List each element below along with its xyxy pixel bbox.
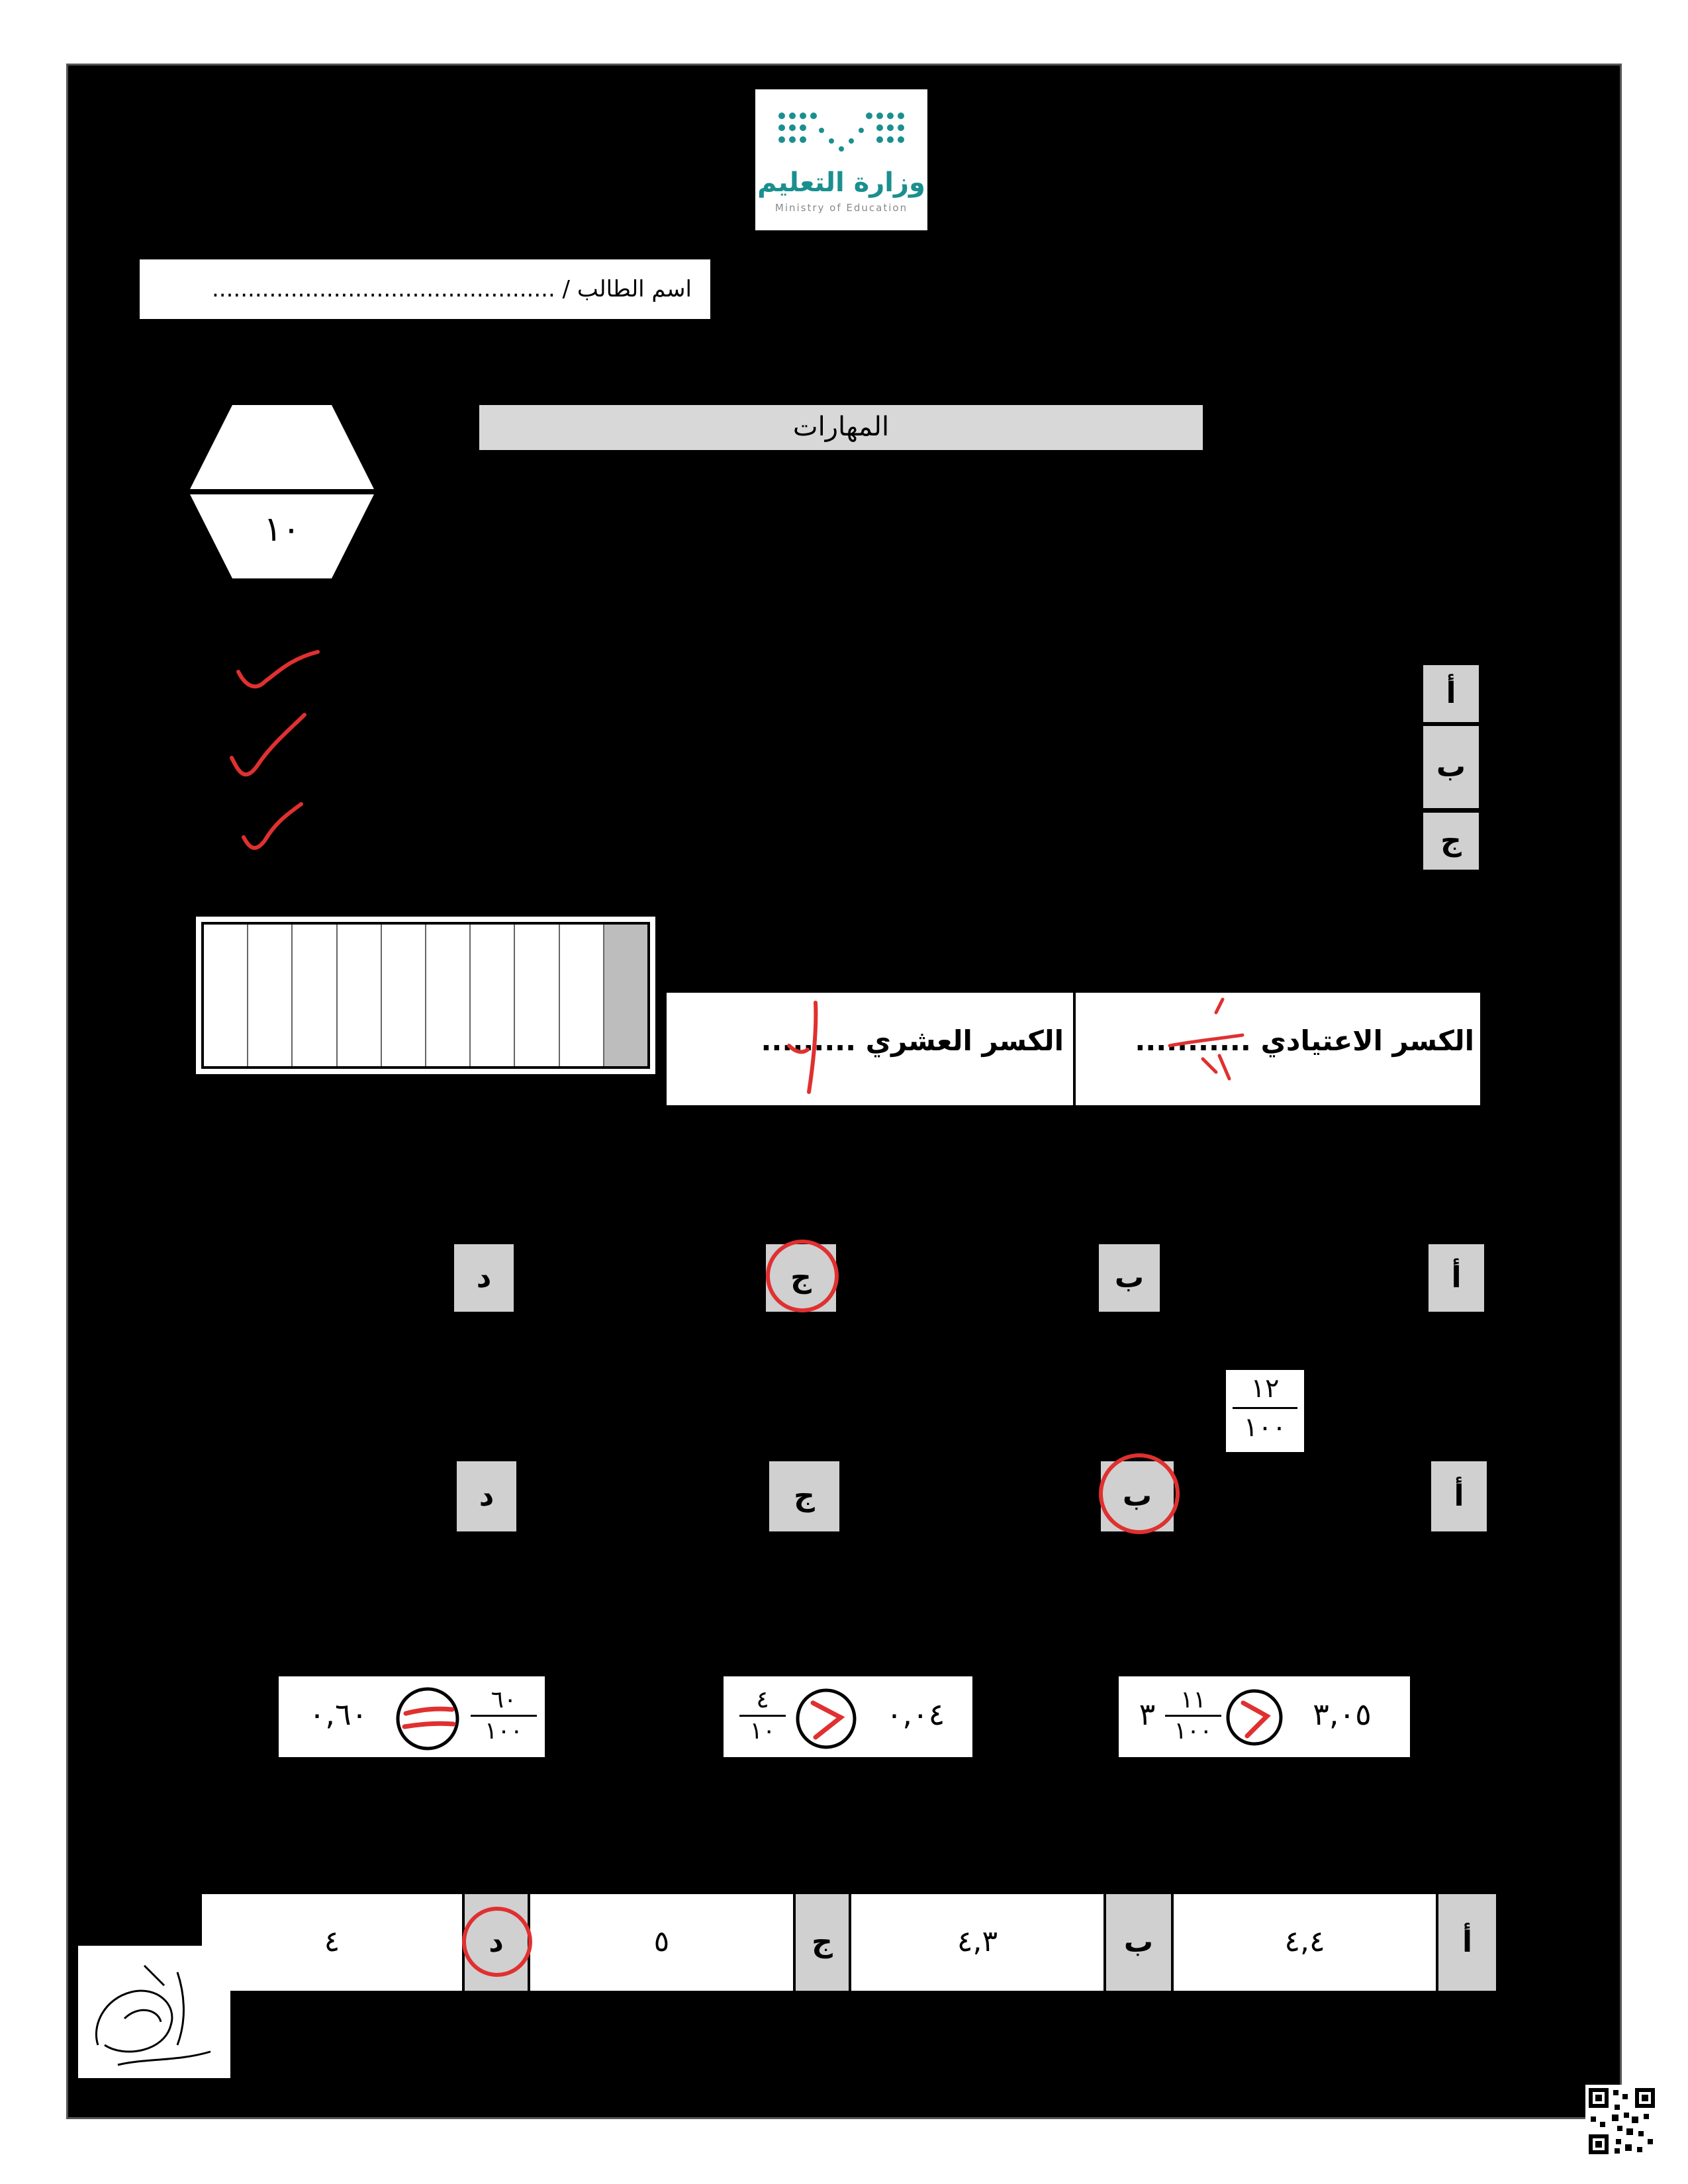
tenths-grid-frame (196, 917, 655, 1074)
q4-choice-c[interactable]: ج (769, 1461, 839, 1531)
comparison-1-circle-icon (1225, 1687, 1284, 1748)
comparison-1-fraction (1165, 1686, 1221, 1746)
score-hexagon (189, 405, 375, 578)
tenths-grid (201, 922, 650, 1069)
grid-cell (293, 925, 337, 1066)
q4-fraction-box (1226, 1370, 1304, 1452)
comparison-2-circle-icon (793, 1687, 859, 1751)
comparison-box-3 (279, 1676, 545, 1757)
ministry-logo (755, 89, 927, 230)
comparison-2-numerator: ٤ (756, 1686, 769, 1713)
signature-stamp (78, 1946, 230, 2078)
comparison-2-denominator: ١٠ (739, 1715, 786, 1746)
comparison-3-numerator: ٦٠ (491, 1686, 517, 1713)
comparison-box-1 (1119, 1676, 1410, 1757)
logo-english-text: Ministry of Education (774, 202, 908, 214)
q6-value-c: ٥ (653, 1925, 670, 1958)
q4-answer-circle-icon (1096, 1453, 1185, 1539)
q4-choice-b[interactable]: ب (1101, 1461, 1174, 1531)
comparison-3-circle-icon (391, 1686, 464, 1752)
comparison-3-denominator: ١٠٠ (471, 1715, 537, 1746)
grid-cell (560, 925, 604, 1066)
comparison-1-whole: ٣ (1139, 1696, 1156, 1732)
q3-choice-a[interactable]: أ (1429, 1244, 1484, 1312)
grid-cell (338, 925, 382, 1066)
fraction-answer-table (667, 993, 1480, 1105)
logo-dots-icon (755, 103, 927, 175)
q4-choice-d[interactable]: د (457, 1461, 516, 1531)
student-name-field[interactable]: اسم الطالب / ................................................ (140, 259, 710, 319)
handwritten-fraction (1163, 993, 1249, 1099)
grid-cell (382, 925, 426, 1066)
score-value: ١٠ (263, 510, 301, 549)
comparison-2-right: ٠,٠٤ (886, 1696, 945, 1732)
q3-choice-d[interactable]: د (454, 1244, 514, 1312)
comparison-3-right: ٠,٦٠ (308, 1696, 368, 1732)
q6-letter-a[interactable]: أ (1438, 1894, 1496, 1991)
common-fraction-label: الكسر الاعتيادي ........... (1135, 1024, 1474, 1057)
comparison-3-fraction (471, 1686, 537, 1746)
q1-label-c: ج (1423, 813, 1479, 870)
grid-cell (248, 925, 293, 1066)
q1-label-a: أ (1423, 665, 1479, 722)
grid-cell (204, 925, 248, 1066)
check-mark-icon (238, 652, 318, 686)
table-divider (1073, 993, 1076, 1105)
q1-label-b: ب (1423, 726, 1479, 808)
comparison-2-fraction (739, 1686, 786, 1746)
decimal-fraction-label: الكسر العشري ......... (761, 1024, 1064, 1057)
q6-value-b: ٤,٣ (957, 1925, 998, 1958)
q4-choice-a[interactable]: أ (1431, 1461, 1487, 1531)
q4-fraction-denominator: ١٠٠ (1233, 1407, 1297, 1446)
q3-choice-b[interactable]: ب (1099, 1244, 1160, 1312)
comparison-1-denominator: ١٠٠ (1165, 1715, 1221, 1746)
check-marks (225, 645, 331, 864)
grid-cell-shaded (604, 925, 647, 1066)
handwritten-decimal (776, 999, 829, 1099)
q6-letter-b[interactable]: ب (1106, 1894, 1171, 1991)
q6-divider (1103, 1894, 1106, 1991)
q6-answer-circle-icon (460, 1903, 539, 1983)
q6-value-d: ٤ (324, 1925, 340, 1958)
grid-cell (471, 925, 515, 1066)
comparison-1-right: ٣,٠٥ (1313, 1696, 1372, 1732)
q6-divider (793, 1894, 796, 1991)
q3-answer-circle-icon (763, 1238, 849, 1317)
skills-title: المهارات (479, 405, 1203, 450)
comparison-box-2 (724, 1676, 972, 1757)
comparison-1-numerator: ١١ (1180, 1686, 1206, 1713)
q6-options-row (202, 1894, 1496, 1991)
qr-code-icon (1585, 2085, 1658, 2158)
q6-letter-d[interactable]: د (465, 1894, 528, 1991)
check-mark-icon (244, 804, 301, 848)
q6-value-a: ٤,٤ (1284, 1925, 1325, 1958)
q3-choice-c[interactable]: ج (766, 1244, 836, 1312)
q6-letter-c[interactable]: ج (796, 1894, 849, 1991)
logo-arabic-text: وزارة التعليم (757, 167, 925, 198)
grid-cell (426, 925, 471, 1066)
q4-fraction-numerator: ١٢ (1250, 1373, 1280, 1404)
q6-divider (1436, 1894, 1438, 1991)
grid-cell (515, 925, 559, 1066)
check-mark-icon (232, 715, 305, 774)
